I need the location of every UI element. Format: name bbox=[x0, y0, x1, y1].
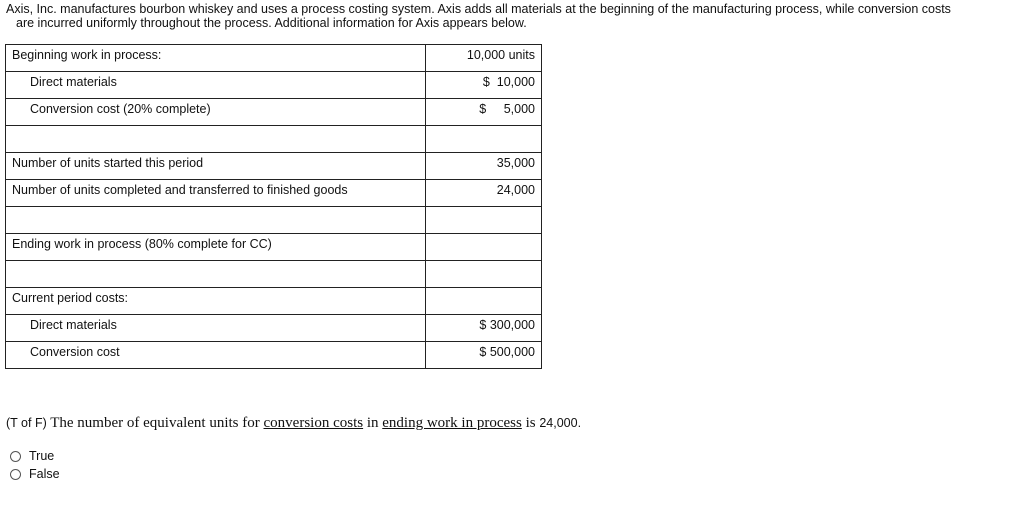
table-row bbox=[6, 234, 542, 261]
table-row-empty bbox=[6, 261, 542, 288]
bwip-direct-materials-label: Direct materials bbox=[6, 72, 426, 99]
ending-wip-label: Ending work in process (80% complete for CC) bbox=[6, 234, 426, 261]
table-row bbox=[6, 153, 542, 180]
question-part-1: The number of equivalent units for bbox=[46, 415, 264, 431]
empty-cell bbox=[6, 126, 426, 153]
empty-cell bbox=[6, 207, 426, 234]
table-row bbox=[6, 72, 542, 99]
process-costing-table bbox=[5, 44, 542, 369]
table-row-empty bbox=[6, 207, 542, 234]
intro-line-1: Axis, Inc. manufactures bourbon whiskey and uses a process costing system. Axis adds all materials at the beginning of the manufacturing process, while conversion costs bbox=[6, 2, 951, 16]
cur-direct-materials-value: $ 300,000 bbox=[426, 315, 542, 342]
radio-true-icon[interactable] bbox=[10, 451, 21, 462]
question-value: 24,000. bbox=[539, 416, 582, 430]
question-link-conversion-costs: conversion costs bbox=[263, 415, 364, 431]
table-row bbox=[6, 315, 542, 342]
answer-options bbox=[10, 447, 60, 483]
option-false-label: False bbox=[29, 467, 60, 481]
table-row bbox=[6, 342, 542, 369]
beginning-wip-value: 10,000 units bbox=[426, 45, 542, 72]
bwip-conversion-value: 5,000 bbox=[503, 102, 535, 116]
cur-conversion-value: $ 500,000 bbox=[426, 342, 542, 369]
radio-false-icon[interactable] bbox=[10, 469, 21, 480]
question-link-ending-wip: ending work in process bbox=[382, 415, 522, 431]
bwip-direct-materials-value: 10,000 bbox=[496, 75, 535, 89]
units-started-value: 35,000 bbox=[426, 153, 542, 180]
bwip-direct-materials-cell bbox=[426, 72, 542, 99]
cur-direct-materials-label: Direct materials bbox=[6, 315, 426, 342]
beginning-wip-label: Beginning work in process: bbox=[6, 45, 426, 72]
units-completed-value: 24,000 bbox=[426, 180, 542, 207]
intro-line-2: are incurred uniformly throughout the process. Additional information for Axis appears below. bbox=[16, 16, 527, 30]
table-row bbox=[6, 180, 542, 207]
option-true-label: True bbox=[29, 449, 55, 463]
intro-text bbox=[6, 2, 1018, 30]
bwip-conversion-currency: $ bbox=[479, 102, 487, 116]
bwip-direct-materials-currency: $ bbox=[482, 75, 490, 89]
table-row-empty bbox=[6, 126, 542, 153]
units-completed-label: Number of units completed and transferred to finished goods bbox=[6, 180, 426, 207]
question-part-2: in bbox=[363, 415, 383, 431]
empty-cell bbox=[6, 261, 426, 288]
empty-cell bbox=[426, 261, 542, 288]
table-row bbox=[6, 288, 542, 315]
ending-wip-value bbox=[426, 234, 542, 261]
table-row bbox=[6, 99, 542, 126]
empty-cell bbox=[426, 126, 542, 153]
option-true[interactable] bbox=[10, 447, 60, 465]
cur-conversion-label: Conversion cost bbox=[6, 342, 426, 369]
option-false[interactable] bbox=[10, 465, 60, 483]
empty-cell bbox=[426, 207, 542, 234]
table-row bbox=[6, 45, 542, 72]
question-text bbox=[6, 414, 581, 432]
units-started-label: Number of units started this period bbox=[6, 153, 426, 180]
question-part-3: is bbox=[521, 415, 540, 431]
current-costs-value bbox=[426, 288, 542, 315]
bwip-conversion-cell bbox=[426, 99, 542, 126]
bwip-conversion-label: Conversion cost (20% complete) bbox=[6, 99, 426, 126]
question-prefix: (T of F) bbox=[6, 416, 47, 430]
current-costs-label: Current period costs: bbox=[6, 288, 426, 315]
